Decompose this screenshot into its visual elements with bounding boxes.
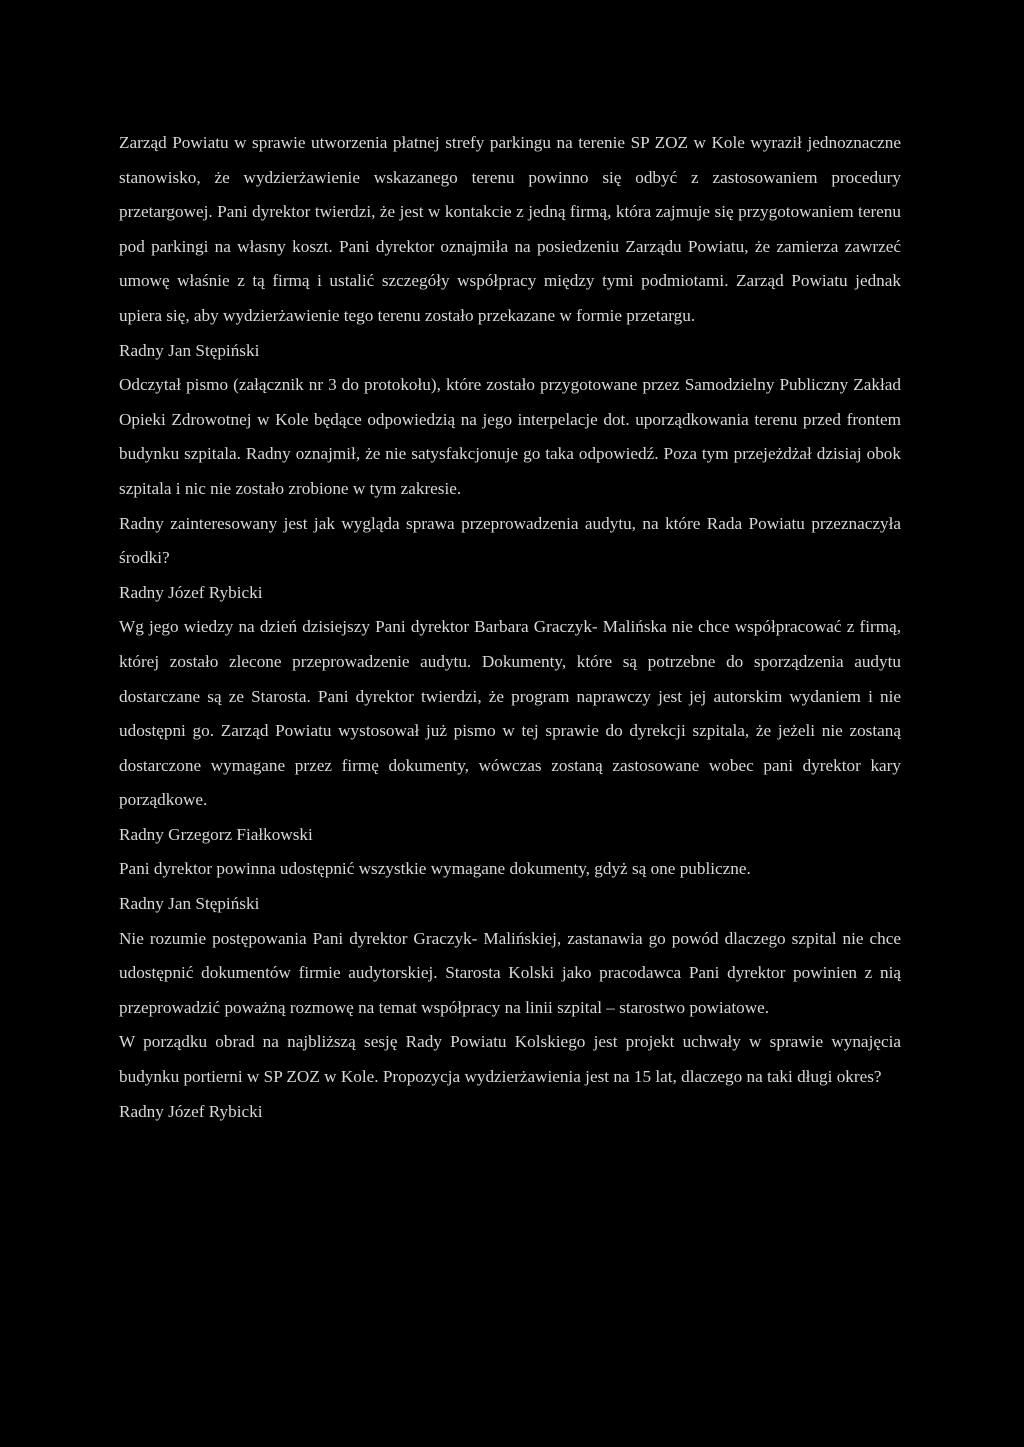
document-page — [119, 126, 901, 1129]
paragraph-audit-answer: Wg jego wiedzy na dzień dzisiejszy Pani dyrektor Barbara Graczyk- Malińska nie chce współpracować z firmą, której zostało zlecone przeprowadzenie audytu. Dokumenty, które są potrzebne do sporządzenia audytu dostarczane są ze Starosta. Pani dyrektor twierdzi, że program naprawczy jest jej autorskim wydaniem i nie udostępni go. Zarząd Powiatu wystosował już pismo w tej sprawie do dyrekcji szpitala, że jeżeli nie zostaną dostarczone wymagane przez firmę dokumenty, wówczas zostaną zastosowane wobec pani dyrektor kary porządkowe. — [119, 617, 901, 810]
paragraph-letter-reading: Odczytał pismo (załącznik nr 3 do protokołu), które zostało przygotowane przez Samodzielny Publiczny Zakład Opieki Zdrowotnej w Kole będące odpowiedzią na jego interpelacje dot. uporządkowania terenu przed frontem budynku szpitala. Radny oznajmił, że nie satysfakcjonuje go taka odpowiedź. Poza tym przejeżdżał dzisiaj obok szpitala i nic nie zostało zrobione w tym zakresie. — [119, 375, 901, 498]
paragraph-lease-question: W porządku obrad na najbliższą sesję Rady Powiatu Kolskiego jest projekt uchwały w sprawie wynajęcia budynku portierni w SP ZOZ w Kole. Propozycja wydzierżawienia jest na 15 lat, dlaczego na taki długi okres? — [119, 1032, 901, 1087]
speaker-jozef-rybicki-2: Radny Józef Rybicki — [119, 1101, 263, 1121]
paragraph-director-conduct: Nie rozumie postępowania Pani dyrektor Graczyk- Malińskiej, zastanawia go powód dlaczego szpital nie chce udostępnić dokumentów firmie audytorskiej. Starosta Kolski jako pracodawca Pani dyrektor powinien z nią przeprowadzić poważną rozmowę na temat współpracy na linii szpital – starostwo powiatowe. — [119, 928, 901, 1017]
speaker-jozef-rybicki: Radny Józef Rybicki — [119, 582, 263, 602]
speaker-jan-stepinski-2: Radny Jan Stępiński — [119, 894, 260, 914]
paragraph-documents-public: Pani dyrektor powinna udostępnić wszystkie wymagane dokumenty, gdyż są one publiczne. — [119, 859, 751, 879]
paragraph-parking-zone: Zarząd Powiatu w sprawie utworzenia płatnej strefy parkingu na terenie SP ZOZ w Kole wyraził jednoznaczne stanowisko, że wydzierżawienie wskazanego terenu powinno się odbyć z zastosowaniem procedury przetargowej. Pani dyrektor twierdzi, że jest w kontakcie z jedną firmą, która zajmuje się przygotowaniem terenu pod parkingi na własny koszt. Pani dyrektor oznajmiła na posiedzeniu Zarządu Powiatu, że zamierza zawrzeć umowę właśnie z tą firmą i ustalić szczegóły współpracy między tymi podmiotami. Zarząd Powiatu jednak upiera się, aby wydzierżawienie tego terenu zostało przekazane w formie przetargu. — [119, 133, 901, 325]
speaker-grzegorz-fialkowski: Radny Grzegorz Fiałkowski — [119, 824, 313, 844]
speaker-jan-stepinski: Radny Jan Stępiński — [119, 340, 260, 360]
paragraph-audit-question: Radny zainteresowany jest jak wygląda sprawa przeprowadzenia audytu, na które Rada Powiatu przeznaczyła środki? — [119, 513, 901, 568]
